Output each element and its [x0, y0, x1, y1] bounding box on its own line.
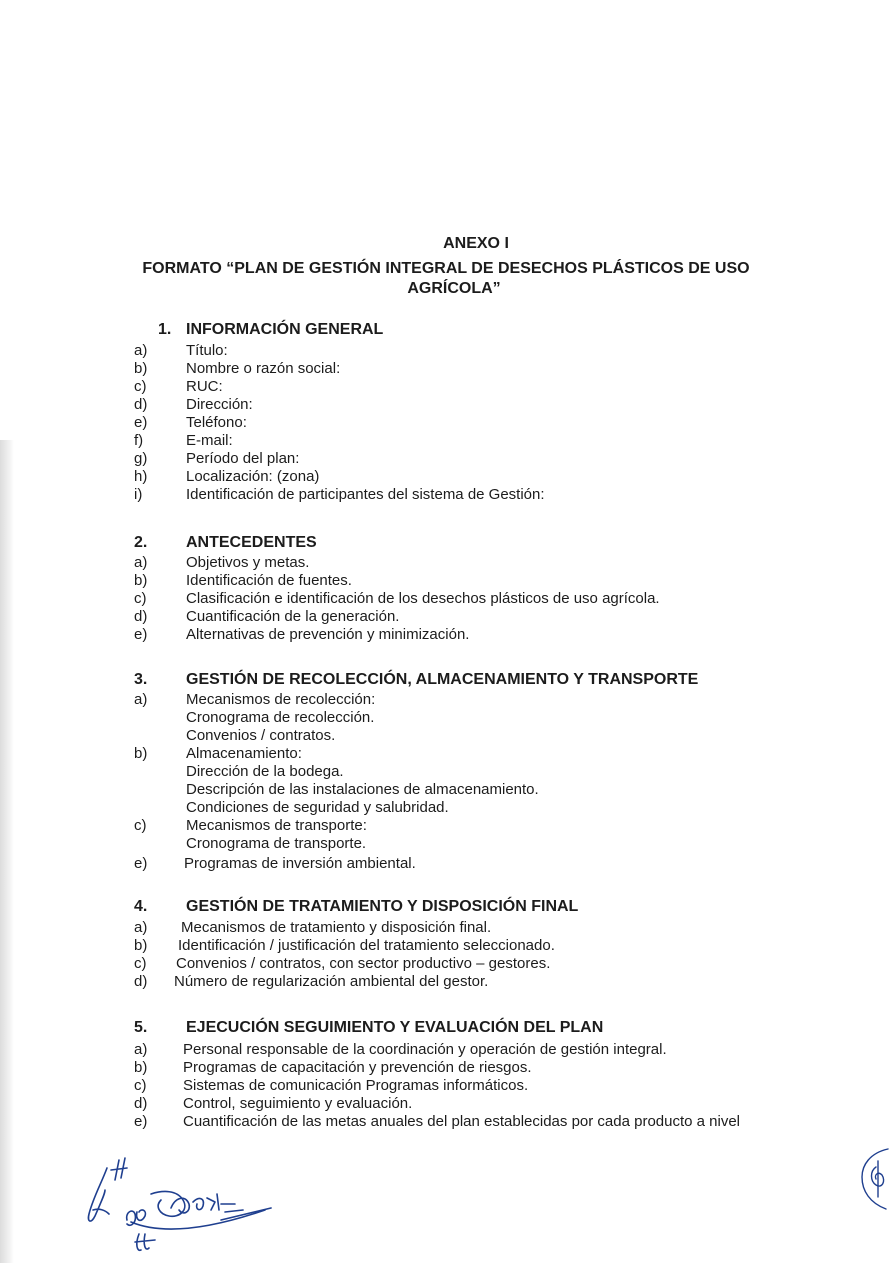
section-heading: GESTIÓN DE RECOLECCIÓN, ALMACENAMIENTO Y TRANSPORTE	[186, 671, 699, 688]
format-title: FORMATO “PLAN DE GESTIÓN INTEGRAL DE DESECHOS PLÁSTICOS DE USO	[142, 260, 750, 277]
stamp-mark	[858, 1145, 892, 1215]
sub-item: Descripción de las instalaciones de almacenamiento.	[186, 781, 539, 798]
section-heading: GESTIÓN DE TRATAMIENTO Y DISPOSICIÓN FINAL	[186, 898, 579, 915]
sub-item: Condiciones de seguridad y salubridad.	[186, 799, 449, 816]
document-page: ANEXO I FORMATO “PLAN DE GESTIÓN INTEGRAL DE DESECHOS PLÁSTICOS DE USO AGRÍCOLA” 1. INFORMACIÓN GENERAL a) Título: b) Nombre o razón social: c) RUC: d) Dirección: e) Teléfono: f) E-mail: g) Período del plan: h) Localización: (zona) i) Identificación de participantes del sistema de Gestión: 2. ANTECEDENTES a) Objetivos y metas. b) Identificación de fuentes. c) Clasificación e identificación de los desechos plásticos de uso agrícola. d) Cuantificación de la generación. e) Alternativas de prevención y minimización. 3. GESTIÓN DE RECOLECCIÓN, ALMACENAMIENTO Y TRANSPORTE a) Mecanismos de recolección: Cronograma de recolección. Convenios / contratos. b) Almacenamiento: Dirección de la bodega. Descripción de las instalaciones de almacenamiento. Condiciones de seguridad y salubridad. c) Mecanismos de transporte: Cronograma de transporte. e) Programas de inversión ambiental. 4. GESTIÓN DE TRATAMIENTO Y DISPOSICIÓN FINAL a) Mecanismos de tratamiento y disposición final. b) Identificación / justificación del tratamiento seleccionado. c) Convenios / contratos, con sector productivo – gestores. d) Número de regularización ambiental del gestor. 5. EJECUCIÓN SEGUIMIENTO Y EVALUACIÓN DEL PLAN a) Personal responsable de la coordinación y operación de gestión integral. b) Programas de capacitación y prevención de riesgos. c) Sistemas de comunicación Programas informáticos. d) Control, seguimiento y evaluación. e) Cuantificación de las metas anuales del plan establecidas por cada producto a nivel	[0, 0, 892, 1263]
section-heading: INFORMACIÓN GENERAL	[186, 321, 384, 338]
scan-shadow-edge	[0, 440, 14, 1263]
sub-item: Cronograma de transporte.	[186, 835, 367, 852]
annex-title: ANEXO I	[443, 235, 509, 252]
sub-item: Convenios / contratos.	[186, 727, 336, 744]
section-number: 3.	[134, 671, 148, 688]
section-number: 1.	[158, 321, 172, 338]
section-heading: ANTECEDENTES	[186, 534, 317, 551]
sub-item: Cronograma de recolección.	[186, 709, 375, 726]
section-number: 5.	[134, 1019, 148, 1036]
handwritten-signature	[75, 1150, 275, 1260]
sub-item: Dirección de la bodega.	[186, 763, 344, 780]
section-number: 4.	[134, 898, 148, 915]
format-title-continued: AGRÍCOLA”	[407, 280, 501, 297]
section-number: 2.	[134, 534, 148, 551]
section-heading: EJECUCIÓN SEGUIMIENTO Y EVALUACIÓN DEL PLAN	[186, 1019, 604, 1036]
